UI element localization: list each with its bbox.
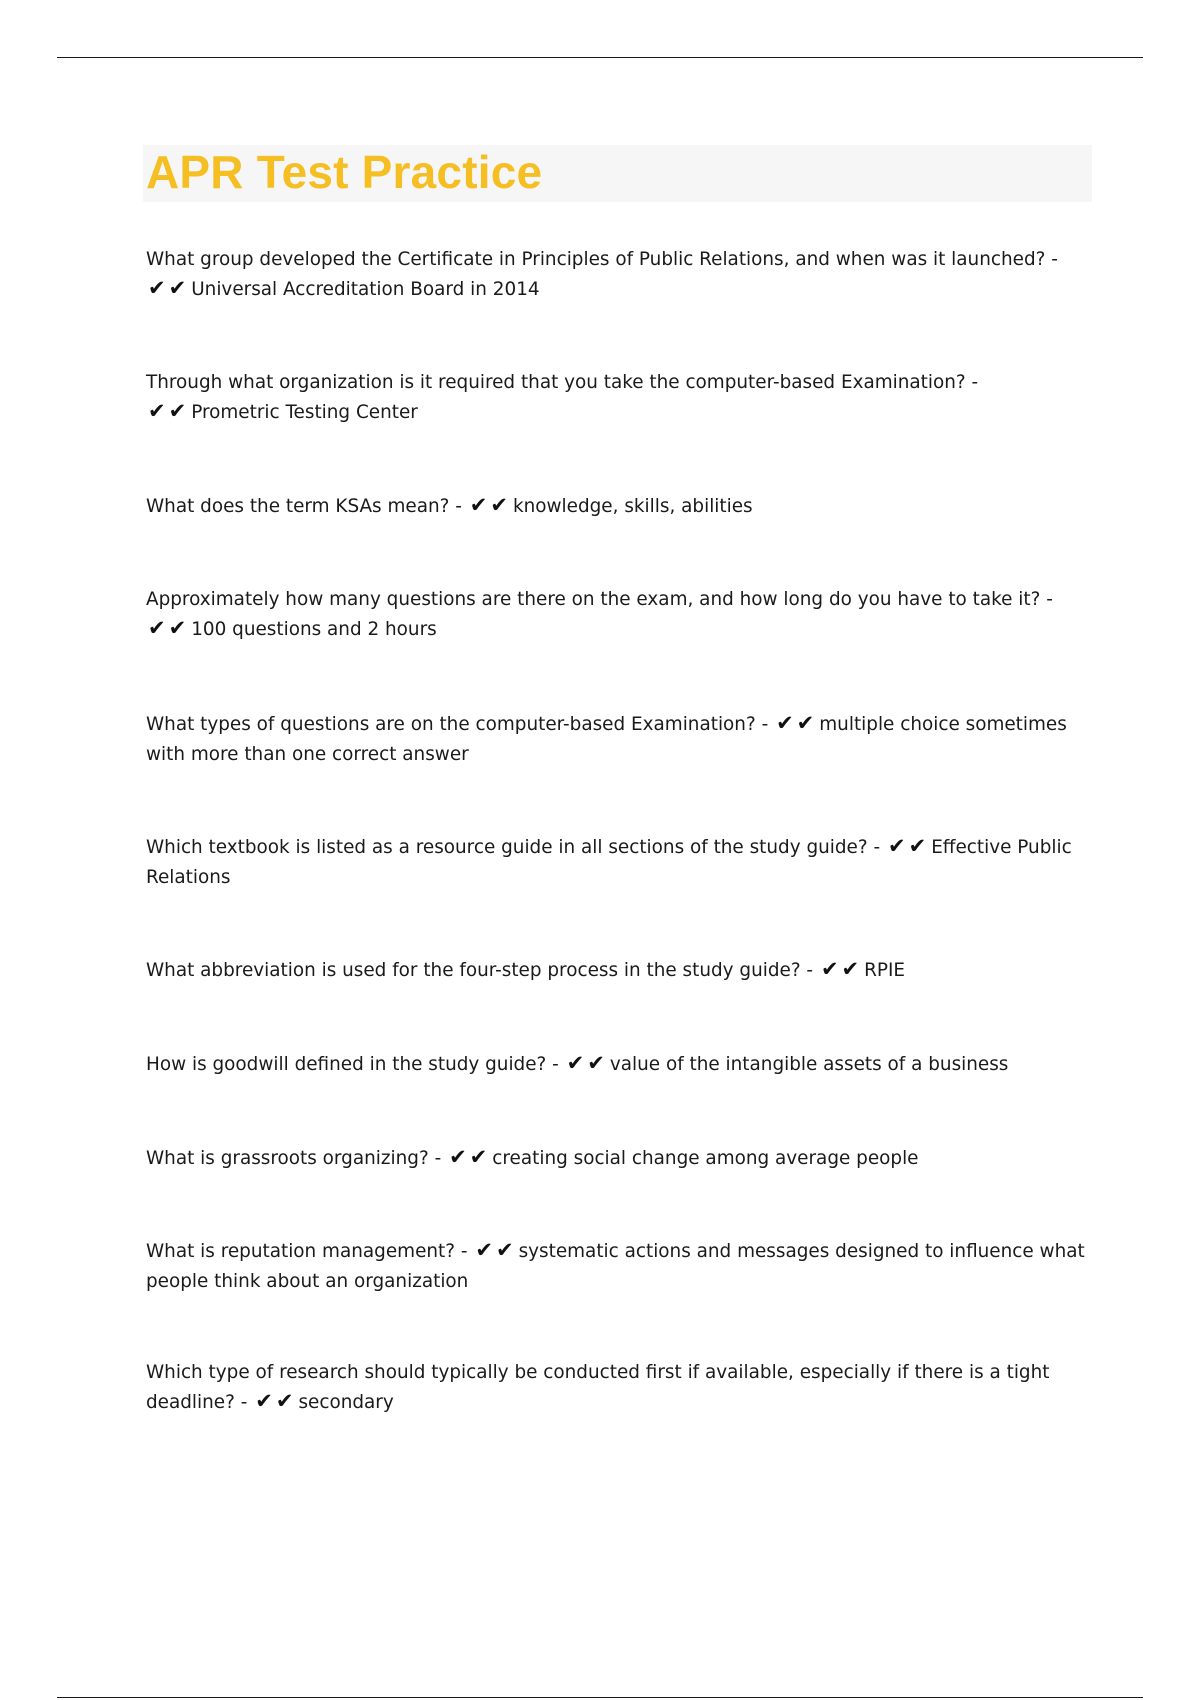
qa-item <box>146 1358 1091 1418</box>
bottom-rule <box>57 1697 1143 1698</box>
answer-text: Effective Public Relations <box>146 837 1072 888</box>
check-mark-icon: ✔✔ <box>566 1051 608 1075</box>
answer-text: Prometric Testing Center <box>191 402 418 423</box>
question-text: Which textbook is listed as a resource guide in all sections of the study guide? - <box>146 837 881 858</box>
question-text: What abbreviation is used for the four-step process in the study guide? - <box>146 960 814 981</box>
qa-item <box>146 833 1091 893</box>
top-rule <box>57 57 1143 58</box>
question-text: Approximately how many questions are there on the exam, and how long do you have to take it? - <box>146 589 1053 610</box>
check-mark-icon: ✔✔ <box>255 1389 297 1413</box>
check-mark-icon: ✔✔ <box>148 276 190 300</box>
page-title: APR Test Practice <box>146 146 543 198</box>
answer-text: secondary <box>298 1392 394 1413</box>
answer-text: systematic actions and messages designed to influence what people think about an organization <box>146 1241 1085 1292</box>
answer-text: creating social change among average people <box>492 1148 919 1169</box>
question-text: Through what organization is it required that you take the computer-based Examination? - <box>146 372 979 393</box>
check-mark-icon: ✔✔ <box>449 1145 491 1169</box>
answer-text: knowledge, skills, abilities <box>512 496 753 517</box>
question-text: How is goodwill defined in the study guide? - <box>146 1054 559 1075</box>
answer-text: Universal Accreditation Board in 2014 <box>191 279 540 300</box>
check-mark-icon: ✔✔ <box>776 711 818 735</box>
question-text: What is reputation management? - <box>146 1241 468 1262</box>
check-mark-icon: ✔✔ <box>469 493 511 517</box>
answer-text: value of the intangible assets of a business <box>609 1054 1009 1075</box>
answer-text: multiple choice sometimes with more than one correct answer <box>146 714 1067 765</box>
check-mark-icon: ✔✔ <box>148 399 190 423</box>
check-mark-icon: ✔✔ <box>820 957 863 981</box>
check-mark-icon: ✔✔ <box>148 616 190 640</box>
answer-text: RPIE <box>864 960 906 981</box>
question-text: What group developed the Certificate in Principles of Public Relations, and when was it launched? - <box>146 249 1058 270</box>
qa-item <box>146 1144 1091 1174</box>
check-mark-icon: ✔✔ <box>887 834 930 858</box>
qa-item <box>146 956 1091 986</box>
qa-item <box>146 1237 1091 1297</box>
question-text: What types of questions are on the computer-based Examination? - <box>146 714 769 735</box>
qa-item <box>146 245 1091 305</box>
question-text: What is grassroots organizing? - <box>146 1148 442 1169</box>
qa-item <box>146 368 1091 428</box>
question-text: Which type of research should typically be conducted first if available, especially if there is a tight deadline? - <box>146 1362 1050 1413</box>
question-text: What does the term KSAs mean? - <box>146 496 462 517</box>
qa-item <box>146 710 1091 770</box>
check-mark-icon: ✔✔ <box>475 1238 517 1262</box>
qa-item <box>146 492 1091 522</box>
answer-text: 100 questions and 2 hours <box>191 619 437 640</box>
qa-item <box>146 1050 1091 1080</box>
qa-item <box>146 585 1091 645</box>
